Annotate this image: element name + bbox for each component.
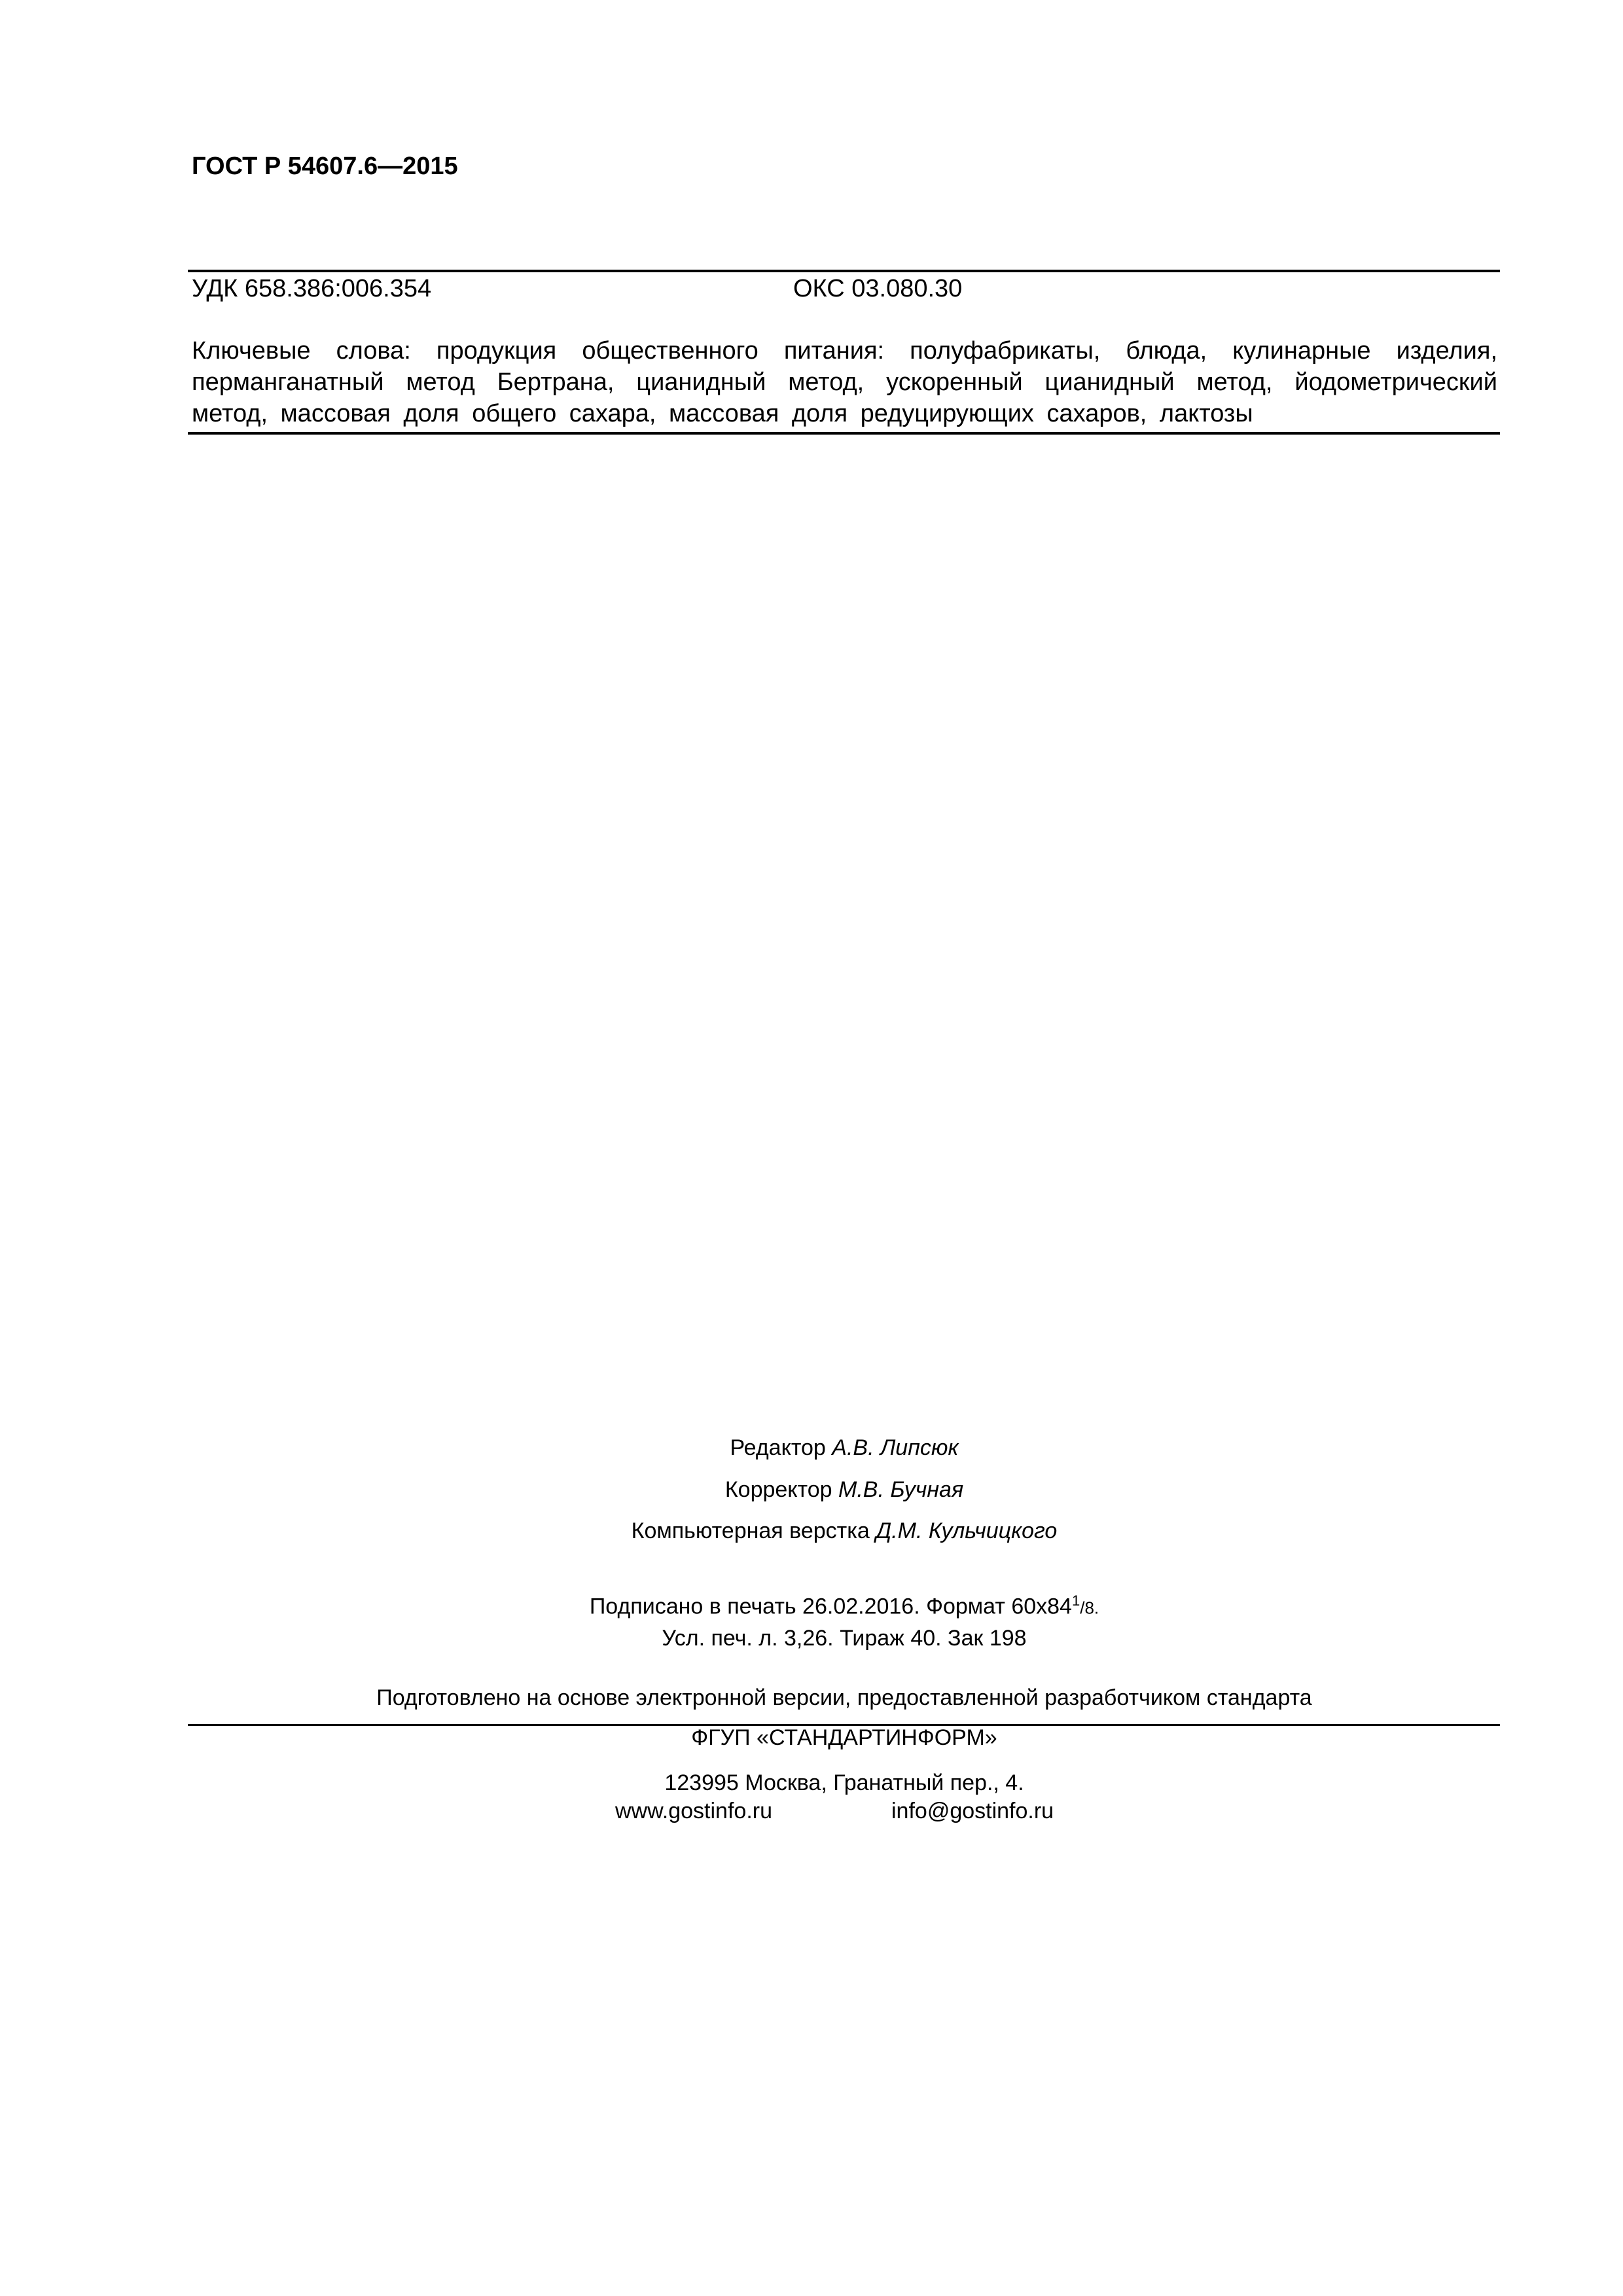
oks-code: ОКС 03.080.30 — [793, 275, 963, 302]
format-sub: /8. — [1080, 1598, 1099, 1618]
signed-text: Подписано в печать 26.02.2016. Формат 60х84 — [589, 1594, 1072, 1619]
layout-name: Д.М. Кульчицкого — [876, 1518, 1058, 1543]
address: 123995 Москва, Гранатный пер., 4. — [664, 1770, 1024, 1795]
print-details: Усл. печ. л. 3,26. Тираж 40. Зак 198 — [662, 1626, 1027, 1651]
corrector-name: М.В. Бучная — [838, 1477, 964, 1502]
keywords-bottom-rule — [188, 432, 1500, 435]
prepared-note: Подготовлено на основе электронной версии, предоставленной разработчиком стандарта — [376, 1685, 1312, 1710]
keywords-line-1: Ключевые слова: продукция общественного питания: полуфабрикаты, блюда, кулинарные изделия, — [192, 337, 1497, 365]
editor-label: Редактор — [730, 1435, 826, 1460]
keywords-block — [192, 335, 1497, 429]
email-link[interactable]: info@gostinfo.ru — [891, 1799, 1054, 1823]
corrector-label: Корректор — [724, 1477, 832, 1502]
editor-line — [0, 1435, 1623, 1461]
format-sup: 1 — [1071, 1592, 1080, 1609]
top-rule — [188, 270, 1500, 272]
corrector-line — [0, 1477, 1623, 1503]
editor-name: А.В. Липсюк — [832, 1435, 959, 1460]
udk-code: УДК 658.386:006.354 — [192, 275, 432, 302]
keywords-line-3: метод, массовая доля общего сахара, массовая доля редуцирующих сахаров, лактозы — [192, 400, 1253, 427]
layout-label: Компьютерная верстка — [631, 1518, 870, 1543]
layout-line — [0, 1518, 1623, 1544]
website-link[interactable]: www.gostinfo.ru — [615, 1799, 772, 1823]
keywords-line-2: перманганатный метод Бертрана, цианидный метод, ускоренный цианидный метод, йодометрический — [192, 368, 1497, 396]
signed-line — [0, 1592, 1623, 1619]
document-code: ГОСТ Р 54607.6—2015 — [192, 152, 458, 180]
publisher: ФГУП «СТАНДАРТИНФОРМ» — [691, 1725, 997, 1750]
